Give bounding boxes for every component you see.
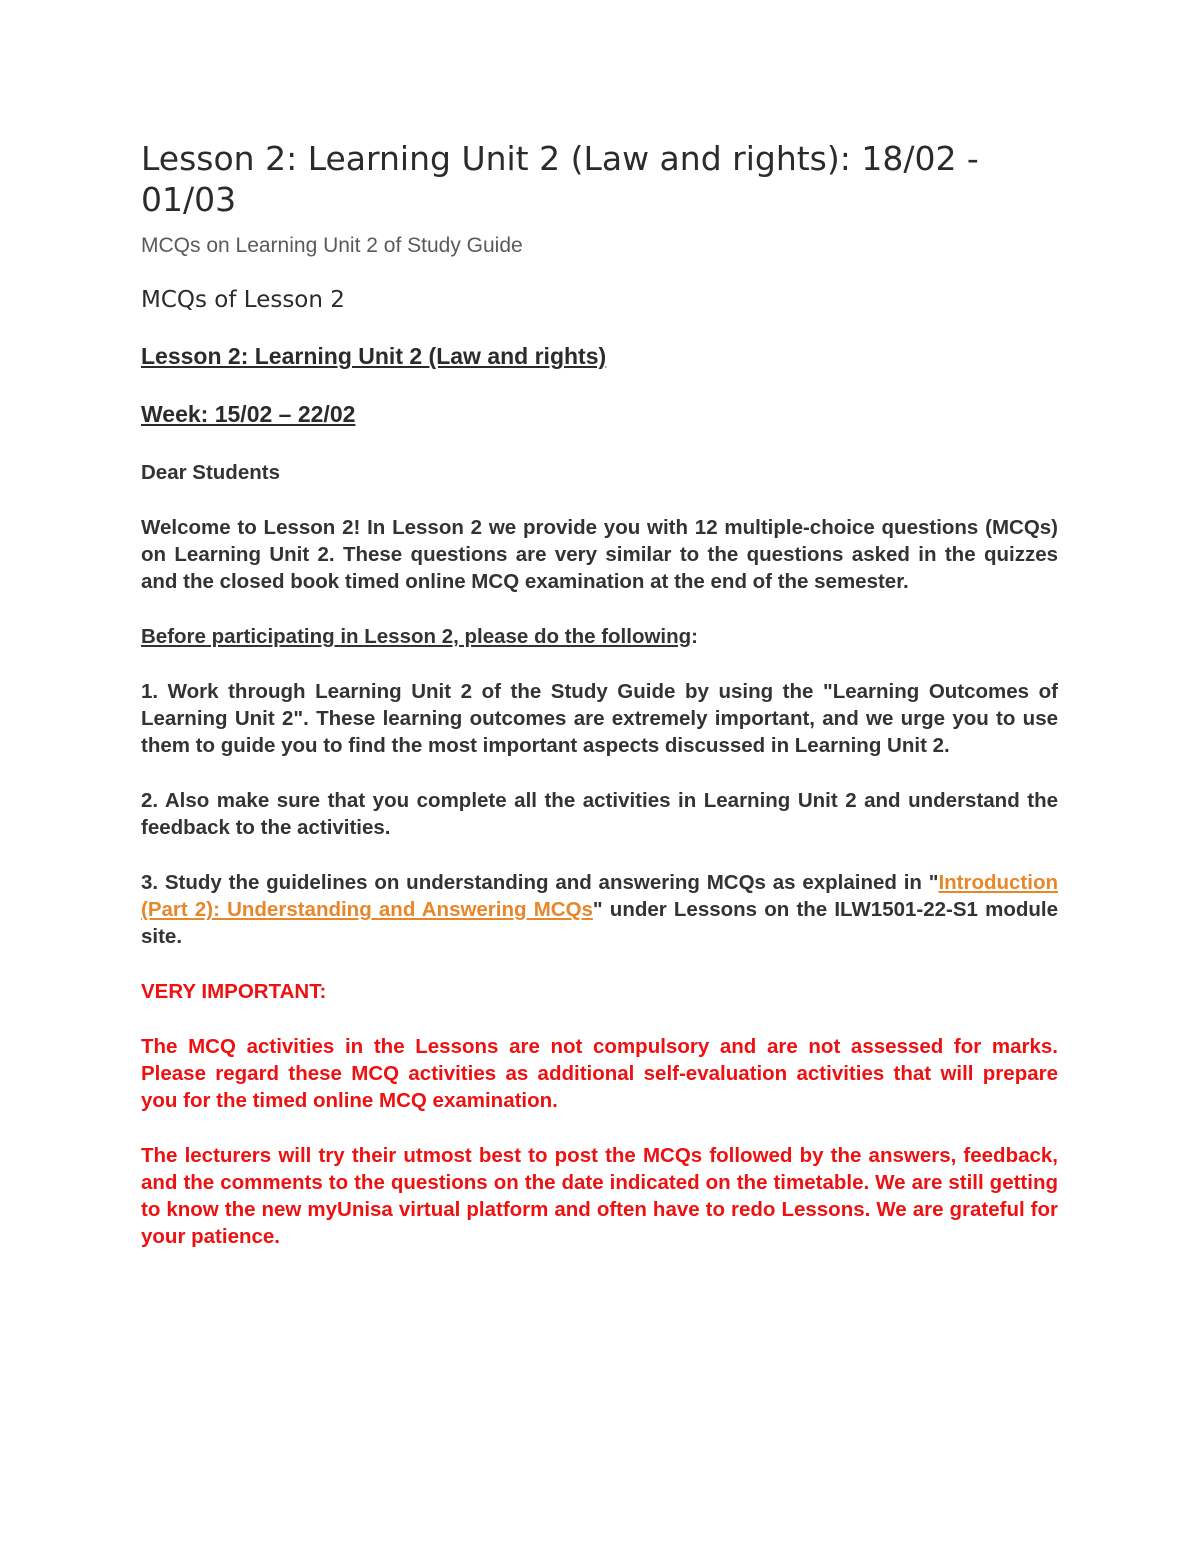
week-heading: Week: 15/02 – 22/02: [141, 401, 356, 427]
important-paragraph-2: The lecturers will try their utmost best to post the MCQs followed by the answers, feedback, and the comments to the questions on the date indicated on the timetable. We are still getting to know the new myUnisa virtual platform and often have to redo Lessons. We are grateful for your patience.: [141, 1144, 1058, 1248]
page-subtitle: MCQs on Learning Unit 2 of Study Guide: [141, 234, 523, 257]
page-title: Lesson 2: Learning Unit 2 (Law and rights): 18/02 - 01/03: [141, 139, 979, 219]
important-paragraph-1: The MCQ activities in the Lessons are not compulsory and are not assessed for marks. Please regard these MCQ activities as additional self-evaluation activities that will prepare you for the timed online MCQ examination.: [141, 1035, 1058, 1112]
instruction-item-1: 1. Work through Learning Unit 2 of the Study Guide by using the "Learning Outcomes of Learning Unit 2". These learning outcomes are extremely important, and we urge you to use them to guide you to find the most important aspects discussed in Learning Unit 2.: [141, 680, 1058, 757]
greeting: Dear Students: [141, 461, 280, 484]
introduction-part2-link[interactable]: Introduction (Part 2): Understanding and Answering MCQs: [141, 871, 1058, 921]
instruction-item-3: [141, 869, 1058, 950]
lesson-heading: Lesson 2: Learning Unit 2 (Law and rights): [141, 343, 607, 369]
before-colon: :: [691, 625, 698, 648]
instruction-item-2: 2. Also make sure that you complete all the activities in Learning Unit 2 and understand the feedback to the activities.: [141, 789, 1058, 839]
item3-suffix: " under Lessons on the ILW1501-22-S1 module site.: [141, 898, 1058, 948]
before-label: Before participating in Lesson 2, please do the following: [141, 625, 692, 648]
section-heading: MCQs of Lesson 2: [141, 287, 345, 313]
document-page: [141, 138, 1058, 1250]
important-label: VERY IMPORTANT:: [141, 980, 327, 1003]
item3-prefix: 3. Study the guidelines on understanding and answering MCQs as explained in ": [141, 871, 939, 894]
welcome-paragraph: Welcome to Lesson 2! In Lesson 2 we provide you with 12 multiple-choice questions (MCQs) on Learning Unit 2. These questions are very similar to the questions asked in the quizzes and the closed book timed online MCQ examination at the end of the semester.: [141, 516, 1058, 593]
before-instructions: [141, 623, 1058, 650]
